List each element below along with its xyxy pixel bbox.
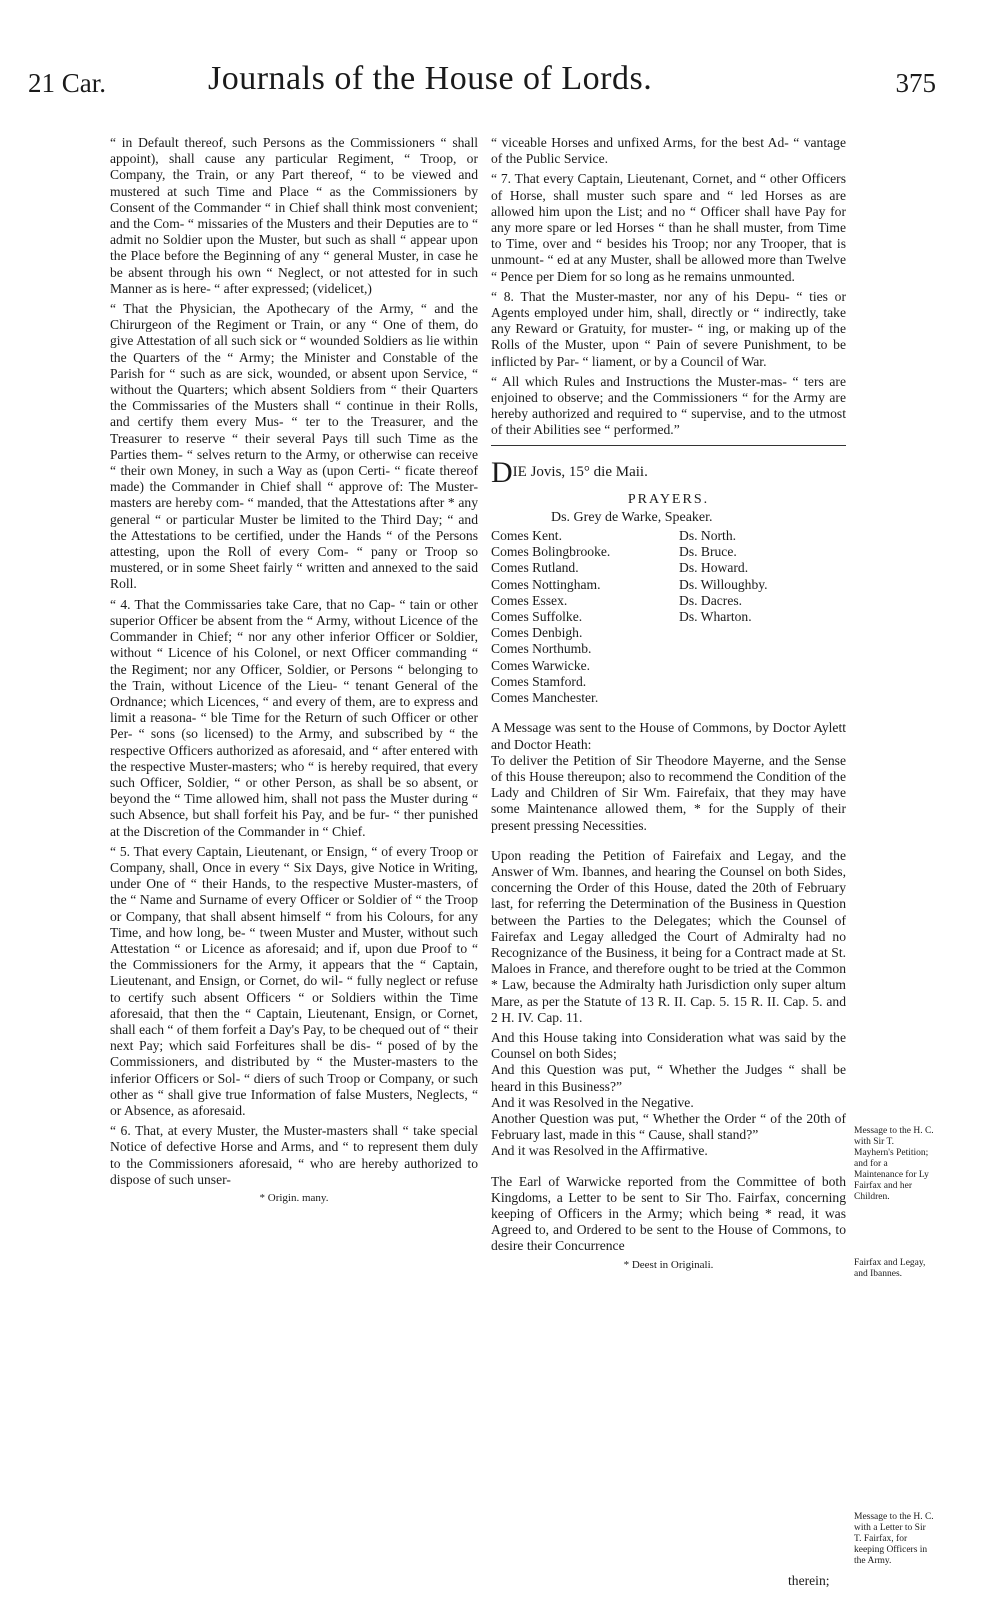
lords-right-list <box>679 528 829 706</box>
lords-left-list <box>491 528 679 706</box>
paragraph: “ That the Physician, the Apothecary of the Army, “ and the Chirurgeon of the Regiment or Train, or any “ One of them, do give Attestation of all such sick or “ wounded Soldiers as lie within the Quarters of the “ Army; the Minister and Constable of the Parish for “ such as are sick, wounded, or absent upon Service, “ without the Quarters; which absent Soldiers from “ their Quarters the Commissaries of the Musters shall “ continue in their Rolls, and certify them every Mus- “ ter to the Treasurer, and the Treasurer to reserve “ their several Pays till such Time as the Parties them- “ selves return to the Army, or otherwise can receive “ their own Money, in such a Way as (upon Certi- “ ficate thereof made) the Commander in Chief shall “ approve of: The Muster-masters are hereby com- “ manded, that the Attestations after * any general “ or particular Muster be limited to the Third Day; “ and the Attestations to be certified, under the Hands “ of the Persons attesting, upon the Roll of every Com- “ pany or Troop so mustered, or in some Sheet fairly “ written and annexed to the said Roll. <box>110 301 478 592</box>
lord-name: Comes Rutland. <box>491 560 579 576</box>
margin-note-message: Message to the H. C. with Sir T. Mayhern's Petition; and for a Maintenance for Ly Fairfax and her Children. <box>854 1126 934 1202</box>
margin-note-letter: Message to the H. C. with a Letter to Sir T. Fairfax, for keeping Officers in the Army. <box>854 1512 934 1566</box>
lord-name: Comes Kent. <box>491 528 562 544</box>
paragraph: “ 7. That every Captain, Lieutenant, Cornet, and “ other Officers of Horse, shall muster such spare and “ led Horses as are allowed him upon the List; and no “ Officer shall have Pay for any more spare or led Horses “ than he shall muster, from Time to Time, over and “ besides his Troop; nor any Trooper, that is unmount- “ ed at any Muster, shall be allowed more than Twelve “ Pence per Diem for so long as he remains unmounted. <box>491 171 846 284</box>
prayers-heading: PRAYERS. <box>627 491 710 507</box>
paragraph: “ in Default thereof, such Persons as the Commissioners “ shall appoint), shall cause any particular Regiment, “ Troop, or Company, the Train, or any Part thereof, “ to be viewed and mustered at such Time and Place “ as the Commissioners by Consent of the Commander “ in Chief shall think most convenient; and the Com- “ missaries of the Musters and their Deputies are to “ admit no Soldier upon the Muster, but such as shall “ appear upon the Place before the Beginning of any “ general Muster, in case he be absent through his own “ Neglect, or not attested for in such Manner as is here- “ after expressed; (videlicet,) <box>110 135 478 296</box>
consideration-entry: And this House taking into Consideration what was said by the Counsel on both Sides; <box>491 1029 846 1062</box>
resolution-two: And it was Resolved in the Affirmative. <box>491 1143 708 1159</box>
page-number: 375 <box>895 68 936 98</box>
lord-name: Ds. Wharton. <box>679 609 752 625</box>
lord-name: Comes Bolingbrooke. <box>491 544 611 560</box>
paragraph: “ viceable Horses and unfixed Arms, for the best Ad- “ vantage of the Public Service. <box>491 135 846 167</box>
paragraph: “ 8. That the Muster-master, nor any of his Depu- “ ties or Agents employed under him, shall, directly or “ indirectly, take any Reward or Gratuity, for muster- “ ing, or making up of the Rolls of the Muster, upon “ Pain of severe Punishment, to be inflicted by Par- “ liament, or by a Council of War. <box>491 288 846 369</box>
day-heading <box>491 455 846 489</box>
spacer <box>491 1160 846 1174</box>
lord-name: Comes Warwicke. <box>491 657 591 673</box>
paragraph: “ 4. That the Commissaries take Care, that no Cap- “ tain or other superior Officer be absent from the “ Army, without Licence of the Commander in Chief; “ nor any other inferior Officer or Soldier, without “ Licence of his Colonel, or next Officer commanding “ the Regiment; nor any Officer, Soldier, or Persons “ belonging to the Train, without Licence of the Lieu- “ tenant General of the Ordnance; which Licences, “ and every of them, are to express and limit a reasona- “ ble Time for the Return of such Officer or other Per- “ sons (so licensed) to the Army, and subscribed by “ the respective Officers authorized as aforesaid, and “ after entered with the respective Muster-masters; who “ is hereby required, that every such Officer, Soldier, “ or other Person, as shall be so absent, or beyond the “ Time allowed him, shall not pass the Muster during “ such Absence, but shall forfeit his Pay, and be fur- “ ther punished at the Discretion of the Commander in “ Chief. <box>110 596 478 839</box>
lord-name: Comes Suffolke. <box>491 609 583 625</box>
footnote: * Deest in Originali. <box>623 1258 714 1271</box>
lord-name: Ds. North. <box>679 528 737 544</box>
warwicke-report: The Earl of Warwicke reported from the Committee of both Kingdoms, a Letter to be sent to Sir Tho. Fairfax, concerning keeping of Officers in the Army; which being * read, it was Agreed to, and Ordered to be sent to the House of Commons, to desire their Concurrence <box>491 1173 846 1254</box>
petition-entry: Upon reading the Petition of Fairefaix and Legay, and the Answer of Wm. Ibannes, and hearing the Counsel on both Sides, concerning the Order of this House, dated the 20th of February last, for referring the Determination of the Business in Question between the Parties to the Delegates; which the Counsel of Fairefax and Legay alledged the Court of Admiralty had no Recognizance of the Business, it being for a Contract made at St. Maloes in France, and therefore ought to be tried at the Common * Law, because the Admiralty hath Jurisdiction only super altum Mare, as per the Statute of 13 R. II. Cap. 5. 15 R. II. Cap. 5. and 2 H. IV. Cap. 11. <box>491 847 846 1025</box>
day-heading-text: IE Jovis, 15° die Maii. <box>512 463 648 480</box>
resolution-one: And it was Resolved in the Negative. <box>491 1094 694 1110</box>
lord-name: Ds. Willoughby. <box>679 576 768 592</box>
lord-name: Comes Nottingham. <box>491 576 601 592</box>
divider <box>491 445 846 446</box>
message-text: To deliver the Petition of Sir Theodore Mayerne, and the Sense of this House thereupon; also to recommend the Condition of the Lady and Children of Sir Wm. Fairefaix, that they may have some Maintenance allowed them, * for the Supply of their present pressing Necessities. <box>491 752 846 833</box>
paragraph: “ 6. That, at every Muster, the Muster-masters shall “ take special Notice of defective Horse and Arms, and “ to represent them duly to the Commissioners aforesaid, “ who are hereby authorized to dispose of such unser- <box>110 1123 478 1187</box>
lord-name: Comes Manchester. <box>491 690 599 706</box>
question-two: Another Question was put, “ Whether the Order “ of the 20th of February last, made in this “ Cause, shall stand?” <box>491 1110 846 1143</box>
speaker-line: Ds. Grey de Warke, Speaker. <box>551 509 713 525</box>
question-one: And this Question was put, “ Whether the Judges “ shall be heard in this Business?” <box>491 1062 846 1094</box>
spacer <box>491 706 846 720</box>
footnote: * Origin. many. <box>259 1192 329 1204</box>
lord-name: Comes Denbigh. <box>491 625 583 641</box>
left-column <box>110 135 478 1206</box>
lord-name: Ds. Dacres. <box>679 592 743 608</box>
margin-note-fairfax: Fairfax and Legay, and Ibannes. <box>854 1258 926 1279</box>
lord-name: Comes Essex. <box>491 592 568 608</box>
journal-title: Journals of the House of Lords. <box>208 60 653 97</box>
spacer <box>491 834 846 848</box>
regnal-year: 21 Car. <box>28 68 106 98</box>
page-header <box>28 56 936 116</box>
paragraph: “ All which Rules and Instructions the Muster-mas- “ ters are enjoined to observe; and the Commissioners “ for the Army are hereby authorized and required to “ supervise, and to the utmost of their Abilities see “ performed.” <box>491 373 846 438</box>
right-column <box>491 135 846 1273</box>
lord-name: Comes Northumb. <box>491 641 592 657</box>
message-entry: A Message was sent to the House of Commons, by Doctor Aylett and Doctor Heath: <box>491 720 846 752</box>
lord-name: Ds. Howard. <box>679 560 749 576</box>
catchword: therein; <box>788 1573 830 1588</box>
lords-present <box>491 528 846 706</box>
paragraph: “ 5. That every Captain, Lieutenant, or Ensign, “ of every Troop or Company, shall, Once in every “ Six Days, give Notice in Writing, under One of “ their Hands, to the respective Muster-masters, of the “ Name and Surname of every Officer or Soldier of “ the Troop or Company, that shall absent himself “ from his Colours, for any Time, and how long, be- “ tween Muster and Muster, without such Attestation “ or Licence as aforesaid; and if, upon due Proof to “ the Commissioners for the Army, it appears that the “ Captain, Lieutenant, and Ensign, or Cornet, do wil- “ fully neglect or refuse to certify such absent Officers “ or Soldiers within the Time aforesaid, that then the “ Captain, Lieutenant, Ensign, or Cornet, shall each “ of them forfeit a Day's Pay, to be chequed out of “ their next Pay; which said Forfeitures shall be dis- “ posed of by the Commissioners, and distributed by “ the Muster-masters to the inferior Officers or Sol- “ diers of such Troop or Company, or such other as “ shall give true Information of false Musters, Neglects, “ or Absence, as aforesaid. <box>110 843 478 1118</box>
lord-name: Ds. Bruce. <box>679 544 737 560</box>
drop-initial: D <box>491 455 513 489</box>
lord-name: Comes Stamford. <box>491 673 587 689</box>
